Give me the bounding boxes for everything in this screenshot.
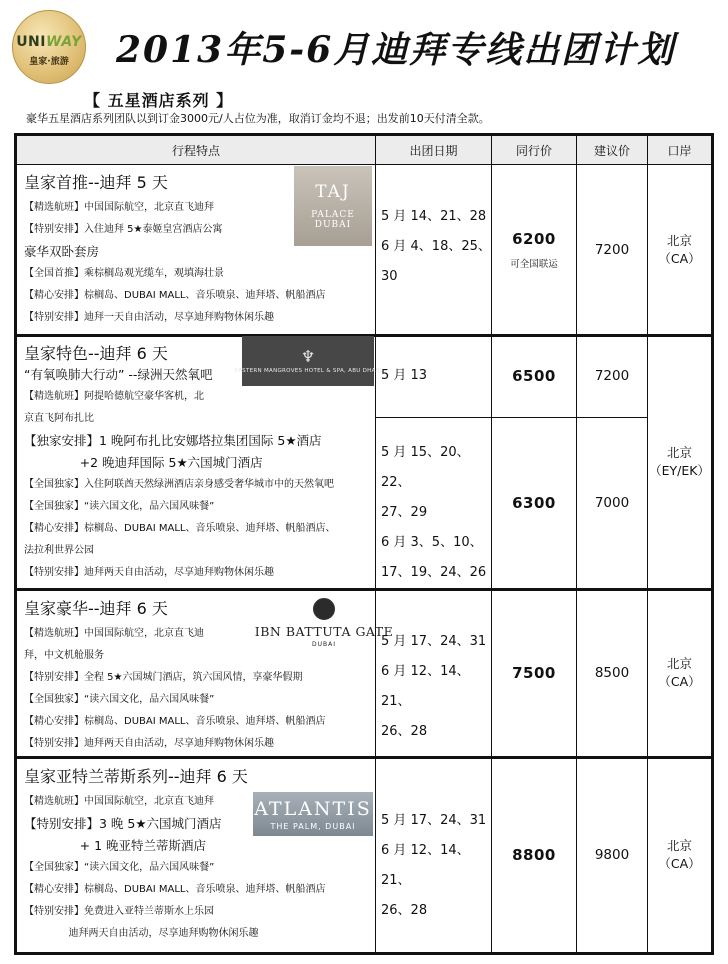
itinerary-line: 【精心安排】棕榈岛、DUBAI MALL、音乐喷泉、迪拜塔、帆船酒店、 <box>24 523 336 534</box>
brand-line: ATLANTIS <box>254 797 372 820</box>
itinerary-line: 【特别安排】迪拜两天自由活动，尽享迪拜购物休闲乐趣 <box>24 567 274 578</box>
logo-subtitle: 皇家·旅游 <box>29 57 69 67</box>
date-line: 17、19、24、26 <box>381 565 487 580</box>
itinerary-line: 【精心安排】棕榈岛、DUBAI MALL、音乐喷泉、迪拜塔、帆船酒店 <box>24 884 326 895</box>
itinerary-line: 【特别安排】入住迪拜 5★泰姬皇宫酒店公寓 <box>24 224 223 235</box>
eastern-mangroves-logo <box>234 336 382 386</box>
date-line: 5 月 14、21、28 <box>381 209 487 224</box>
port-airline: （CA） <box>658 855 701 871</box>
itinerary-line: 【独家安排】1 晚阿布扎比安娜塔拉集团国际 5★酒店 <box>24 433 322 448</box>
price-note: 可全国联运 <box>510 258 558 270</box>
package-2-peer-price-a: 6500 <box>512 367 556 385</box>
port-airline: （CA） <box>658 673 701 689</box>
package-1-suggested-price: 7200 <box>594 241 630 258</box>
brand-line: DUBAI <box>311 641 336 648</box>
date-line: 5 月 17、24、31 <box>381 634 487 649</box>
package-2-dates-b <box>381 438 491 580</box>
itinerary-line: 【精心安排】棕榈岛、DUBAI MALL、音乐喷泉、迪拜塔、帆船酒店 <box>24 716 326 727</box>
port-airline: （EY/EK） <box>649 462 710 478</box>
itinerary-line: 【精选航班】中国国际航空，北京直飞迪拜 <box>24 202 214 213</box>
page-title: 2013年5-6月迪拜专线出团计划 <box>116 29 676 71</box>
date-line: 5 月 17、24、31 <box>381 813 487 828</box>
package-3-port <box>648 589 711 756</box>
itinerary-line: 【精选航班】中国国际航空，北京直飞迪拜 <box>24 796 214 807</box>
package-2-suggested-price-b: 7000 <box>594 495 630 511</box>
package-2-peer-price-b: 6300 <box>512 494 556 512</box>
package-2-lines <box>24 364 374 584</box>
brand-line: IBN BATTUTA GATE <box>254 624 394 639</box>
itinerary-line: 迪拜两天自由活动，尽享迪拜购物休闲乐趣 <box>24 928 259 939</box>
package-3-suggested-price: 8500 <box>594 664 630 681</box>
ibn-battuta-logo <box>254 594 394 652</box>
package-4-port <box>648 757 711 952</box>
logo-brand-a: UNI <box>16 34 46 50</box>
itinerary-line: 拜，中文机舱服务 <box>24 650 104 661</box>
date-line: 27、29 <box>381 505 428 520</box>
package-1-peer-price <box>492 165 576 334</box>
package-2-suggested-price-a: 7200 <box>594 368 630 384</box>
date-line: 26、28 <box>381 724 428 739</box>
brand-line: DUBAI <box>314 220 352 230</box>
itinerary-line: 【精选航班】阿提哈德航空豪华客机，北 <box>24 391 204 402</box>
date-line: 6 月 4、18、25、 <box>381 239 491 254</box>
package-1-port <box>648 165 711 334</box>
package-1-title: 皇家首推--迪拜 5 天 <box>24 173 168 192</box>
port-city: 北京 <box>666 837 692 853</box>
port-city: 北京 <box>666 655 692 671</box>
header-peer-price: 同行价 <box>492 136 576 164</box>
itinerary-line: 【精心安排】棕榈岛、DUBAI MALL、音乐喷泉、迪拜塔、帆船酒店 <box>24 290 326 301</box>
brand-line: EASTERN MANGROVES HOTEL & SPA, ABU DHABI <box>234 367 382 374</box>
date-line: 6 月 12、14、21、 <box>381 664 470 709</box>
itinerary-line: 京直飞阿布扎比 <box>24 413 94 424</box>
itinerary-line: 【特别安排】迪拜一天自由活动，尽享迪拜购物休闲乐趣 <box>24 312 274 323</box>
itinerary-line: 【全国独家】“读六国文化，品六国风味餐” <box>24 694 215 705</box>
date-line: 5 月 13 <box>381 368 428 383</box>
itinerary-line: + 1 晚亚特兰蒂斯酒店 <box>24 838 207 853</box>
package-4-peer-price: 8800 <box>512 845 556 864</box>
company-logo <box>12 10 86 84</box>
itinerary-line: 【精选航班】中国国际航空，北京直飞迪 <box>24 628 204 639</box>
header-suggested-price: 建议价 <box>577 136 647 164</box>
itinerary-line: 【全国独家】“读六国文化，品六国风味餐” <box>24 501 215 512</box>
series-heading: 【 五星酒店系列 】 <box>84 91 234 110</box>
package-4-title: 皇家亚特兰蒂斯系列--迪拜 6 天 <box>24 767 248 786</box>
brand-line: PALACE <box>311 210 355 220</box>
itinerary-line: “有氧唤肺大行动” --绿洲天然氧吧 <box>24 367 213 382</box>
header-dates: 出团日期 <box>376 136 491 164</box>
itinerary-line: 【特别安排】全程 5★六国城门酒店，筑六国风情，享豪华假期 <box>24 672 303 683</box>
date-line: 6 月 3、5、10、 <box>381 535 483 550</box>
deposit-notice: 豪华五星酒店系列团队以到订金3000元/人占位为准，取消订金均不退；出发前10天付清全款。 <box>26 112 490 125</box>
package-1-dates <box>381 202 491 302</box>
itinerary-line: 【全国独家】入住阿联酋天然绿洲酒店亲身感受奢华城市中的天然氧吧 <box>24 479 334 490</box>
itinerary-line: 【全国独家】“读六国文化，品六国风味餐” <box>24 862 215 873</box>
port-city: 北京 <box>666 444 692 460</box>
package-3-peer-price: 7500 <box>512 663 556 682</box>
itinerary-line: 【特别安排】免费进入亚特兰蒂斯水上乐园 <box>24 906 214 917</box>
header-itinerary: 行程特点 <box>17 136 375 164</box>
brand-line: THE PALM, DUBAI <box>270 821 356 831</box>
port-airline: （CA） <box>658 250 701 266</box>
itinerary-line: 【特别安排】迪拜两天自由活动，尽享迪拜购物休闲乐趣 <box>24 738 274 749</box>
brand-line: ♆ <box>300 346 316 366</box>
date-line: 30 <box>381 269 398 284</box>
itinerary-table <box>14 133 714 955</box>
brand-line: TAJ <box>315 182 351 202</box>
ibn-battuta-emblem-icon <box>313 598 335 620</box>
logo-brand-b: WAY <box>45 34 82 50</box>
package-2-title: 皇家特色--迪拜 6 天 <box>24 344 168 363</box>
grid-line <box>375 136 376 952</box>
package-4-dates <box>381 806 491 918</box>
package-3-dates <box>381 627 491 739</box>
peer-price: 6200 <box>512 229 556 248</box>
package-4-suggested-price: 9800 <box>594 846 630 863</box>
header-port: 口岸 <box>648 136 711 164</box>
package-3-title: 皇家豪华--迪拜 6 天 <box>24 599 168 618</box>
package-2-dates-a <box>381 361 491 395</box>
date-line: 5 月 15、20、22、 <box>381 445 470 490</box>
atlantis-logo <box>253 792 373 836</box>
date-line: 26、28 <box>381 903 428 918</box>
logo-brand <box>13 34 85 50</box>
taj-palace-logo <box>294 166 372 246</box>
package-2-port <box>648 335 711 588</box>
date-line: 6 月 12、14、21、 <box>381 843 470 888</box>
itinerary-line: 法拉利世界公园 <box>24 545 94 556</box>
itinerary-line: 【全国首推】乘棕榈岛观光缆车，观填海壮景 <box>24 268 224 279</box>
itinerary-line: +2 晚迪拜国际 5★六国城门酒店 <box>24 455 263 470</box>
itinerary-line: 豪华双卧套房 <box>24 244 100 259</box>
itinerary-line: 【特别安排】3 晚 5★六国城门酒店 <box>24 816 222 831</box>
port-city: 北京 <box>666 232 692 248</box>
